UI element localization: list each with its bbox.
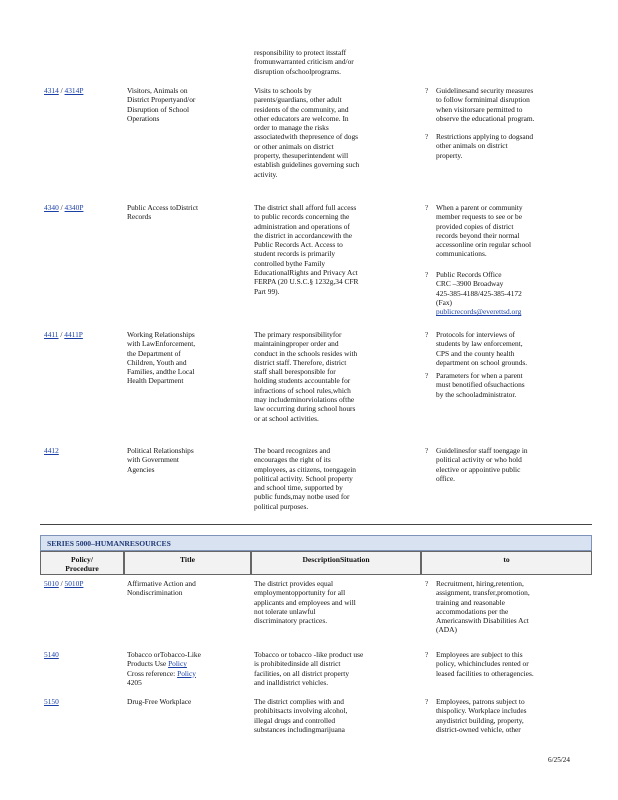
bullet-line: other animals on district: [436, 141, 508, 151]
description-line: associatedwith thepresence of dogs: [254, 132, 359, 142]
cross-reference-link[interactable]: Policy: [177, 668, 196, 678]
policy-title-cell: [127, 446, 249, 474]
bullet-line: district-owned vehicle, other: [436, 724, 521, 734]
description-line: Public Records Act. Access to: [254, 240, 343, 250]
title-line: [127, 659, 249, 668]
header-title-text: Title: [179, 555, 196, 564]
situation-bullet: [425, 86, 571, 123]
bullet-marker: ?: [425, 446, 429, 455]
bullet-line: Americanswith Disabilities Act: [436, 616, 529, 626]
bullet-marker: ?: [425, 270, 429, 279]
situation-bullet: [425, 270, 571, 316]
situation-bullet: [425, 371, 571, 399]
policy-link-4340[interactable]: 4340: [44, 203, 59, 212]
title-line: Affirmative Action and: [127, 579, 196, 588]
cross-reference-link[interactable]: Policy: [168, 659, 187, 669]
bullet-line: Public Records Office: [436, 270, 502, 279]
bullet-line: anydistrict building, property,: [436, 715, 524, 725]
policy-code-cell: [44, 203, 124, 212]
description-line: student records is primarily: [254, 249, 336, 259]
bullet-text: [436, 579, 571, 635]
description-line: not tolerate unlawful: [254, 606, 316, 616]
description-line: the district in accordancewith the: [254, 230, 353, 240]
description-line: discriminatory practices.: [254, 616, 328, 626]
description-line: The primary responsibilityfor: [254, 330, 342, 339]
bullet-marker: ?: [425, 132, 429, 141]
title-line: with LawEnforcement,: [127, 339, 196, 349]
description-line: Part 99).: [254, 286, 280, 296]
header-title: [124, 551, 251, 575]
title-line: Tobacco orTobacco-Like: [127, 650, 201, 659]
header-description: [251, 551, 421, 575]
bullet-line: policy, whichincludes rented or: [436, 659, 529, 669]
policy-title-cell: [127, 650, 249, 687]
bullet-line: leased facilities to otheragencies.: [436, 668, 534, 678]
description-line: holding students accountable for: [254, 376, 351, 386]
bullet-line: (Fax): [436, 297, 453, 307]
title-line: District Propertyand/or: [127, 95, 196, 105]
bullet-line: Restrictions applying to dogsand: [436, 132, 534, 141]
title-line: Health Department: [127, 376, 184, 386]
policy-title-cell: [127, 86, 249, 123]
policy-link-4412[interactable]: 4412: [44, 446, 59, 455]
section-divider: [40, 524, 592, 525]
bullet-line: to follow forminimal disruption: [436, 95, 530, 105]
description-line: parents/guardians, other adult: [254, 95, 342, 105]
bullet-line: (ADA): [436, 625, 457, 635]
policy-title-cell: [127, 697, 249, 706]
description-line: illegal drugs and controlled: [254, 715, 336, 725]
bullet-line: students by law enforcement,: [436, 339, 523, 349]
description-line: employees, as citizens, toengagein: [254, 464, 356, 474]
cross-reference-label: Products Use: [127, 659, 169, 669]
policy-code-cell: [44, 86, 124, 95]
public-records-email-link[interactable]: publicrecords@everettsd.org: [436, 307, 522, 317]
bullet-line: assignment, transfer,promotion,: [436, 588, 530, 598]
title-line: Public Access toDistrict: [127, 203, 199, 212]
code-separator: /: [58, 203, 65, 212]
description-line: may includeminorviolations ofthe: [254, 395, 355, 405]
header-to-text: to: [503, 555, 510, 564]
description-line: staff shall beresponsible for: [254, 367, 336, 377]
description-line: other educators are welcome. In: [254, 113, 349, 123]
description-line: establish guidelines governing such: [254, 160, 360, 170]
footer-date: 6/25/24: [548, 756, 570, 764]
bullet-line: Guidelinesfor staff toengage in: [436, 446, 528, 455]
situation-bullet: [425, 203, 571, 259]
policy-link-5010p[interactable]: 5010P: [64, 579, 84, 588]
text-line: responsibility to protect itsstaff: [254, 48, 347, 57]
bullet-line: Protocols for interviews of: [436, 330, 516, 339]
bullet-marker: ?: [425, 203, 429, 212]
policy-code-cell: [44, 650, 124, 659]
bullet-line: Employees, patrons subject to: [436, 697, 525, 706]
description-line: to public records concerning the: [254, 212, 350, 222]
policy-link-4314p[interactable]: 4314P: [64, 86, 84, 95]
policy-title-cell: [127, 579, 249, 598]
policy-description-cell: [254, 86, 406, 179]
header-to: [421, 551, 592, 575]
bullet-line: CRC –3900 Broadway: [436, 279, 504, 289]
code-separator: /: [58, 579, 65, 588]
description-line: maintainingproper order and: [254, 339, 339, 349]
bullet-text: [436, 697, 571, 734]
title-line: Nondiscrimination: [127, 588, 183, 598]
policy-title-cell: [127, 203, 249, 222]
bullet-line: when visitorsare permitted to: [436, 104, 523, 114]
policy-code-cell: [44, 579, 124, 588]
title-line: Children, Youth and: [127, 357, 187, 367]
description-line: property, thesuperintendent will: [254, 151, 349, 161]
description-line: employmentopportunity for all: [254, 588, 346, 598]
policy-description-cell: [254, 330, 406, 423]
description-line: Visits to schools by: [254, 86, 312, 95]
description-line: prohibitsacts involving alcohol,: [254, 706, 348, 716]
policy-link-5140[interactable]: 5140: [44, 650, 59, 659]
bullet-text: [436, 330, 571, 367]
description-line: law occurring during school hours: [254, 404, 356, 414]
bullet-text: [436, 203, 571, 259]
description-line: order to manage the risks: [254, 123, 329, 133]
bullet-line: elective or appointive public: [436, 464, 521, 474]
bullet-line: training and reasonable: [436, 597, 505, 607]
description-line: FERPA (20 U.S.C.§ 1232g,34 CFR: [254, 277, 359, 287]
bullet-line: Recruitment, hiring,retention,: [436, 579, 524, 588]
title-line: the Department of: [127, 348, 181, 358]
bullet-line: member requests to see or be: [436, 212, 522, 222]
title-line: Families, andthe Local: [127, 367, 195, 377]
description-line: facilities, on all district property: [254, 668, 350, 678]
bullet-marker: ?: [425, 697, 429, 706]
situation-bullet: [425, 132, 571, 160]
bullet-line: communications.: [436, 249, 487, 259]
series-label: SERIES 5000–HUMANRESOURCES: [47, 539, 171, 548]
situation-bullet: [425, 650, 571, 678]
bullet-line: records beyond their normal: [436, 230, 520, 240]
title-line: Drug-Free Workplace: [127, 697, 192, 706]
description-line: residents of the community, and: [254, 104, 349, 114]
bullet-marker: ?: [425, 579, 429, 588]
title-line: Political Relationships: [127, 446, 194, 455]
title-line: Records: [127, 212, 152, 222]
description-line: political purposes.: [254, 501, 309, 511]
bullet-marker: ?: [425, 650, 429, 659]
title-line: Visitors, Animals on: [127, 86, 188, 95]
code-separator: /: [58, 330, 65, 339]
title-line: Operations: [127, 113, 160, 123]
bullet-marker: ?: [425, 86, 429, 95]
policy-link-4411[interactable]: 4411: [44, 330, 59, 339]
description-line: administration and operations of: [254, 221, 350, 231]
policy-description-cell: [254, 697, 406, 734]
policy-code-cell: [44, 446, 124, 455]
bullet-text: [436, 446, 571, 483]
bullet-line: Employees are subject to this: [436, 650, 523, 659]
situation-bullet: [425, 446, 571, 483]
description-line: or other animals on district: [254, 141, 334, 151]
title-line: Working Relationships: [127, 330, 195, 339]
description-line: district staff. Therefore, district: [254, 357, 347, 367]
bullet-line: When a parent or community: [436, 203, 523, 212]
code-separator: /: [58, 86, 65, 95]
description-line: controlled bythe Family: [254, 258, 326, 268]
bullet-line: accessonline orin regular school: [436, 240, 532, 250]
cross-reference-label: Cross reference:: [127, 668, 178, 678]
bullet-line: political activity or who hold: [436, 455, 522, 465]
policy-description-cell: [254, 446, 406, 511]
bullet-line: CPS and the county health: [436, 348, 515, 358]
title-line: 4205: [127, 677, 142, 687]
bullet-text: [436, 86, 571, 123]
title-line: Disruption of School: [127, 104, 189, 114]
bullet-line: must benotified ofsuchactions: [436, 380, 525, 390]
bullet-marker: ?: [425, 330, 429, 339]
header-policy-line: Policy/: [71, 555, 93, 564]
description-line: activity.: [254, 169, 278, 179]
situation-bullet: [425, 579, 571, 635]
description-line: The district provides equal: [254, 579, 334, 588]
title-line: with Government: [127, 455, 179, 465]
policy-link-5150[interactable]: 5150: [44, 697, 59, 706]
description-line: The board recognizes and: [254, 446, 331, 455]
description-line: encourages the right of its: [254, 455, 331, 465]
description-line: is prohibitedinside all district: [254, 659, 341, 669]
bullet-text: [436, 650, 571, 678]
bullet-line: office.: [436, 473, 455, 483]
text-line: fromunwarranted criticism and/or: [254, 57, 354, 67]
description-line: The district complies with and: [254, 697, 344, 706]
description-line: infractions of school rules,which: [254, 385, 351, 395]
situation-bullet: [425, 330, 571, 367]
description-line: or at school activities.: [254, 413, 319, 423]
description-line: substances includingmarijuana: [254, 724, 345, 734]
description-line: and school time, supported by: [254, 483, 343, 493]
policy-link-5010[interactable]: 5010: [44, 579, 59, 588]
description-line: EducationalRights and Privacy Act: [254, 268, 358, 278]
bullet-text: [436, 371, 571, 399]
bullet-line: provided copies of district: [436, 221, 514, 231]
header-policy-line: Procedure: [65, 564, 99, 574]
bullet-line: department on school grounds.: [436, 357, 528, 367]
description-line: conduct in the schools resides with: [254, 348, 358, 358]
title-line: [127, 669, 249, 678]
description-line: applicants and employees and will: [254, 597, 356, 607]
policy-link-4340p[interactable]: 4340P: [64, 203, 84, 212]
bullet-line: Guidelinesand security measures: [436, 86, 534, 95]
policy-description-cell: [254, 579, 406, 625]
policy-description-cell: [254, 203, 406, 296]
series-5000-banner: [40, 535, 592, 551]
bullet-text: [436, 132, 571, 160]
bullet-line: Parameters for when a parent: [436, 371, 523, 380]
description-line: Tobacco or tobacco -like product use: [254, 650, 364, 659]
bullet-line: observe the educational program.: [436, 113, 535, 123]
situation-bullet: [425, 697, 571, 734]
bullet-line: 425-385-4188/425-385-4172: [436, 288, 522, 298]
policy-code-cell: [44, 330, 124, 339]
bullet-text: [436, 270, 571, 316]
bullet-marker: ?: [425, 371, 429, 380]
description-line: political activity. School property: [254, 473, 353, 483]
bullet-line: thispolicy. Workplace includes: [436, 706, 527, 716]
description-line: and inalldistrict vehicles.: [254, 677, 329, 687]
policy-link-4411p[interactable]: 4411P: [64, 330, 83, 339]
text-line: disruption ofschoolprograms.: [254, 66, 342, 76]
bullet-line: accommodations per the: [436, 606, 509, 616]
top-fragment: [254, 48, 406, 76]
title-line: Agencies: [127, 464, 155, 474]
policy-description-cell: [254, 650, 406, 687]
description-line: The district shall afford full access: [254, 203, 357, 212]
bullet-line: by the schooladministrator.: [436, 389, 517, 399]
policy-code-cell: [44, 697, 124, 706]
description-line: public funds,may notbe used for: [254, 492, 350, 502]
header-policy: [40, 551, 124, 575]
policy-link-4314[interactable]: 4314: [44, 86, 59, 95]
bullet-line: property.: [436, 150, 463, 160]
header-description-text: DescriptionSituation: [302, 555, 370, 564]
policy-title-cell: [127, 330, 249, 386]
